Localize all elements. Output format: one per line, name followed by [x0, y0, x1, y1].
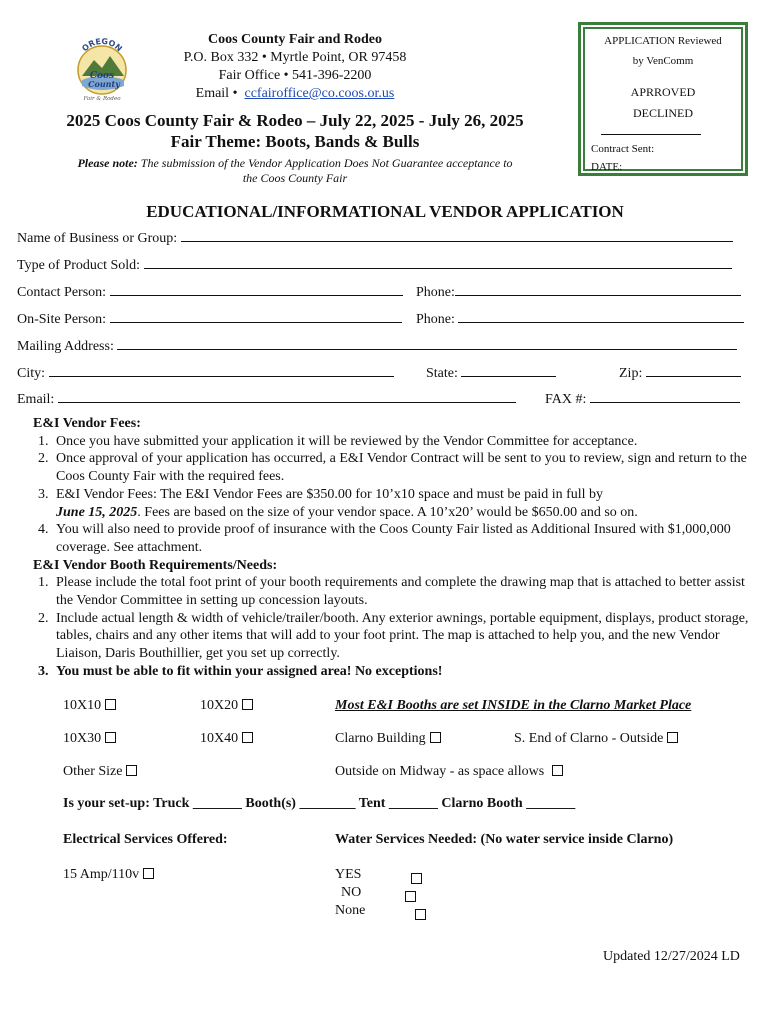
contact-input[interactable] — [110, 283, 403, 296]
city-input[interactable] — [49, 364, 394, 377]
checkbox-outside-midway[interactable] — [552, 765, 563, 776]
mailing-field — [17, 337, 737, 356]
onsite-phone-input[interactable] — [458, 310, 744, 323]
fees-deadline: June 15, 2025 — [56, 504, 138, 520]
option-s-end-clarno[interactable] — [514, 731, 678, 747]
booth-item-2: 2. Include actual length & width of vehicle/trailer/booth. Any exterior awnings, portable equipment, displays, product storage, tables, chairs and any other items that will add to your foot print. The map is attached to help you, and the new Vendor Liaison, Daris Bouthillier, get you set up correctly. — [52, 610, 753, 663]
email-input[interactable] — [58, 390, 516, 403]
stamp-approved: APRROVED — [630, 85, 696, 99]
email-label: Email • — [195, 86, 238, 101]
logo-fair-rodeo-text: Fair & Rodeo — [83, 96, 121, 102]
fax-label: FAX #: — [545, 392, 587, 407]
office-use-stamp — [578, 22, 748, 176]
option-10x40-label: 10X40 — [200, 731, 239, 746]
checkbox-clarno-building[interactable] — [430, 732, 441, 743]
product-label: Type of Product Sold: — [17, 258, 141, 273]
option-10x40[interactable] — [200, 731, 253, 747]
clarno-building-label: Clarno Building — [335, 731, 426, 746]
fees-section — [33, 415, 753, 681]
mailing-input[interactable] — [117, 337, 737, 350]
stamp-date: DATE: — [591, 161, 623, 173]
other-size-label: Other Size — [63, 764, 123, 779]
email-link[interactable]: ccfairoffice@co.coos.or.us — [244, 86, 395, 101]
fees-item-2: 2. Once approval of your application has occurred, a E&I Vendor Contract will be sent to you to review, sign and return to the Coos County Fair with the required fees. — [52, 450, 753, 485]
water-no-label: NO — [341, 885, 362, 900]
disclaimer-note — [70, 156, 520, 186]
water-none[interactable] — [335, 903, 395, 919]
business-label: Name of Business or Group: — [17, 231, 178, 246]
org-email-line — [150, 85, 440, 103]
setup-line[interactable]: Is your set-up: Truck _______ Booth(s) ________ Tent _______ Clarno Booth _______ — [63, 796, 576, 811]
water-heading: Water Services Needed: (No water service inside Clarno) — [335, 832, 674, 847]
zip-field — [619, 364, 741, 383]
checkbox-15amp[interactable] — [143, 868, 154, 879]
water-yes[interactable] — [335, 867, 395, 883]
state-input[interactable] — [461, 364, 556, 377]
checkbox-water-none[interactable] — [415, 909, 426, 920]
contact-phone-input[interactable] — [455, 283, 741, 296]
city-field — [17, 364, 394, 383]
zip-label: Zip: — [619, 366, 643, 381]
stamp-declined: DECLINED — [633, 106, 693, 120]
checkbox-10x10[interactable] — [105, 699, 116, 710]
option-10x10[interactable] — [63, 698, 116, 714]
booth-item-1: 1. Please include the total foot print of your booth requirements and complete the drawing map that is attached to better assist the Vendor Committee in setting up concession layouts. — [52, 574, 753, 609]
business-field — [17, 229, 733, 248]
form-title: EDUCATIONAL/INFORMATIONAL VENDOR APPLICATION — [146, 202, 624, 221]
onsite-field — [17, 310, 402, 329]
fees-item-3 — [52, 486, 753, 521]
product-input[interactable] — [144, 256, 732, 269]
fees-item-4: 4. You will also need to provide proof of insurance with the Coos County Fair listed as Additional Insured with $1,000,000 coverage. See attachment. — [52, 521, 753, 556]
option-10x30[interactable] — [63, 731, 116, 747]
contact-field — [17, 283, 403, 302]
onsite-phone-label: Phone: — [416, 312, 455, 327]
fees-item-3-rest: . Fees are based on the size of your vendor space. A 10’x20’ would be $650.00 and so on. — [137, 504, 638, 520]
email-field-label: Email: — [17, 392, 55, 407]
city-label: City: — [17, 366, 46, 381]
org-address: P.O. Box 332 • Myrtle Point, OR 97458 — [183, 50, 407, 65]
s-end-clarno-label: S. End of Clarno - Outside — [514, 731, 664, 746]
business-input[interactable] — [181, 229, 733, 242]
logo-county-text: County — [88, 79, 120, 89]
stamp-reviewed: APPLICATION Reviewed — [604, 35, 722, 47]
stamp-by: by VenComm — [632, 55, 694, 67]
state-label: State: — [426, 366, 458, 381]
option-outside-midway[interactable] — [335, 764, 563, 780]
theme-title: Fair Theme: Boots, Bands & Bulls — [170, 132, 420, 151]
product-field — [17, 256, 732, 275]
checkbox-water-no[interactable] — [405, 891, 416, 902]
fax-input[interactable] — [590, 390, 740, 403]
contact-phone-field — [416, 283, 741, 302]
stamp-divider — [601, 134, 701, 135]
option-10x20-label: 10X20 — [200, 698, 239, 713]
fair-logo — [74, 36, 130, 106]
fees-item-1: 1. Once you have submitted your application it will be reviewed by the Vendor Committee for acceptance. — [52, 433, 753, 451]
logo-oregon-text: OREGON — [80, 36, 124, 54]
org-phone: Fair Office • 541-396-2200 — [218, 68, 372, 83]
contact-label: Contact Person: — [17, 285, 107, 300]
checkbox-10x20[interactable] — [242, 699, 253, 710]
checkbox-s-end-clarno[interactable] — [667, 732, 678, 743]
fees-item-3-text: E&I Vendor Fees: The E&I Vendor Fees are $350.00 for 10’x10 space and must be paid in full by — [56, 486, 604, 502]
option-10x20[interactable] — [200, 698, 253, 714]
electrical-heading: Electrical Services Offered: — [63, 832, 228, 847]
stamp-contract-sent: Contract Sent: — [591, 143, 655, 155]
mailing-label: Mailing Address: — [17, 339, 114, 354]
updated-note: Updated 12/27/2024 LD — [603, 949, 740, 964]
water-yes-label: YES — [335, 867, 362, 882]
water-none-label: None — [335, 903, 366, 918]
outside-midway-label: Outside on Midway - as space allows — [335, 764, 545, 779]
option-other-size[interactable] — [63, 764, 137, 780]
checkbox-10x40[interactable] — [242, 732, 253, 743]
email-field — [17, 390, 516, 409]
contact-phone-label: Phone: — [416, 285, 455, 300]
onsite-input[interactable] — [110, 310, 402, 323]
booth-heading: E&I Vendor Booth Requirements/Needs: — [33, 557, 278, 573]
zip-input[interactable] — [646, 364, 741, 377]
fax-field — [545, 390, 740, 409]
option-10x30-label: 10X30 — [63, 731, 102, 746]
option-10x10-label: 10X10 — [63, 698, 102, 713]
option-clarno-building[interactable] — [335, 731, 441, 747]
state-field — [426, 364, 556, 383]
booth-item-3: 3. You must be able to fit within your assigned area! No exceptions! — [52, 663, 753, 681]
fees-heading: E&I Vendor Fees: — [33, 416, 141, 431]
onsite-phone-field — [416, 310, 744, 329]
onsite-label: On-Site Person: — [17, 312, 107, 327]
checkbox-water-yes[interactable] — [411, 873, 422, 884]
water-no[interactable] — [341, 885, 401, 901]
note-text: The submission of the Vendor Application Does Not Guarantee acceptance to the Coos County Fair — [140, 156, 513, 185]
org-name: Coos County Fair and Rodeo — [208, 32, 382, 47]
checkbox-10x30[interactable] — [105, 732, 116, 743]
note-label: Please note: — [77, 156, 138, 170]
amp-label: 15 Amp/110v — [63, 867, 140, 882]
event-title: 2025 Coos County Fair & Rodeo – July 22, 2025 - July 26, 2025 — [66, 111, 524, 130]
option-15amp[interactable] — [63, 867, 154, 883]
inside-note: Most E&I Booths are set INSIDE in the Clarno Market Place — [335, 698, 692, 713]
logo-coos-text: Coos — [89, 71, 115, 81]
checkbox-other-size[interactable] — [126, 765, 137, 776]
